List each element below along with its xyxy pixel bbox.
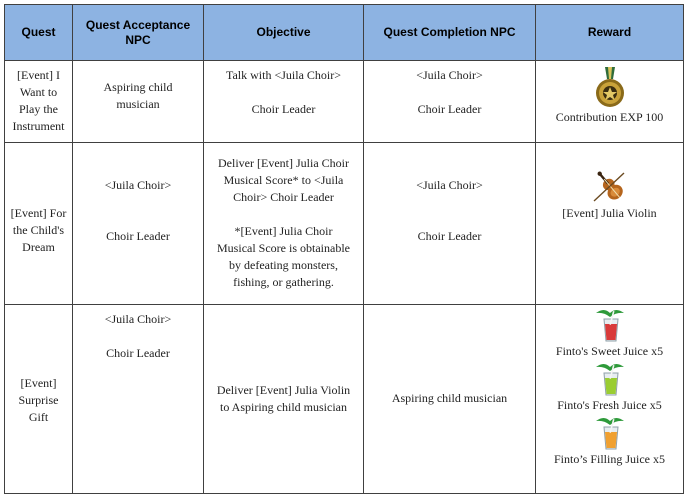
quest-table <box>4 4 684 494</box>
header-row <box>5 5 684 61</box>
table-row <box>5 143 684 304</box>
npc-line: Choir Leader <box>417 229 482 244</box>
npc-line: <Juila Choir> <box>416 68 483 83</box>
objective-line: Deliver [Event] Julia Violin <box>216 382 351 397</box>
npc-line: Choir Leader <box>106 345 170 360</box>
quest-name-line: Surprise <box>18 392 59 407</box>
objective-note-line: *[Event] Julia Choir <box>234 224 333 239</box>
completion-npc-cell <box>364 143 536 304</box>
quest-name-cell <box>5 304 73 493</box>
quest-name-line: [Event] <box>20 375 57 390</box>
quest-name-line: Instrument <box>12 119 65 134</box>
objective-line: Choir Leader <box>251 102 316 117</box>
objective-cell <box>204 304 364 493</box>
green-juice-icon <box>594 361 626 397</box>
objective-note-line: Musical Score is obtainable <box>217 241 350 256</box>
quest-name-line: Gift <box>28 409 49 424</box>
header-completion-npc: Quest Completion NPC <box>364 5 536 61</box>
npc-line: <Juila Choir> <box>104 311 172 326</box>
objective-line: Musical Score* to <Juila <box>223 173 344 188</box>
violin-icon <box>590 167 630 205</box>
npc-line: <Juila Choir> <box>416 178 483 193</box>
header-reward: Reward <box>536 5 684 61</box>
table-row <box>5 304 684 493</box>
reward-cell <box>536 143 684 304</box>
reward-label: Contribution EXP 100 <box>555 110 664 125</box>
reward-label: Finto's Fresh Juice x5 <box>557 397 662 412</box>
objective-note-line: fishing, or gathering. <box>233 275 334 290</box>
npc-line: Choir Leader <box>106 229 170 244</box>
orange-juice-icon <box>594 415 626 451</box>
quest-name-cell <box>5 143 73 304</box>
reward-item <box>536 359 683 413</box>
quest-name-line: Play the <box>19 102 58 117</box>
completion-npc-cell <box>364 61 536 143</box>
reward-cell <box>536 61 684 143</box>
npc-line: Aspiring child <box>103 80 173 95</box>
reward-item <box>536 305 683 359</box>
objective-cell <box>204 61 364 143</box>
header-acceptance-npc: Quest Acceptance NPC <box>73 5 204 61</box>
acceptance-npc-cell <box>73 304 204 493</box>
npc-line: musician <box>116 97 160 112</box>
completion-npc-cell <box>364 304 536 493</box>
quest-name-line: [Event] I <box>17 68 60 83</box>
npc-line: <Juila Choir> <box>104 178 172 193</box>
npc-line: Aspiring child musician <box>391 391 508 406</box>
reward-cell <box>536 304 684 493</box>
objective-note-line: by defeating monsters, <box>229 258 338 273</box>
reward-label: Finto’s Filling Juice x5 <box>553 451 665 466</box>
objective-line: Choir> Choir Leader <box>233 190 334 205</box>
objective-cell <box>204 143 364 304</box>
acceptance-npc-cell <box>73 143 204 304</box>
quest-name-line: Want to <box>19 85 58 100</box>
objective-line: Talk with <Juila Choir> <box>225 68 342 83</box>
acceptance-npc-cell <box>73 61 204 143</box>
quest-name-line: the Child's <box>12 223 65 238</box>
quest-name-line: Dream <box>22 240 55 255</box>
quest-name-cell <box>5 61 73 143</box>
objective-line: to Aspiring child musician <box>220 399 347 414</box>
table-row <box>5 61 684 143</box>
reward-item <box>536 413 683 467</box>
red-juice-icon <box>594 307 626 343</box>
reward-label: [Event] Julia Violin <box>562 206 657 221</box>
npc-line: Choir Leader <box>417 102 482 117</box>
reward-item <box>536 67 683 125</box>
objective-line: Deliver [Event] Julia Choir <box>218 156 349 171</box>
header-objective: Objective <box>204 5 364 61</box>
reward-label: Finto's Sweet Juice x5 <box>555 343 664 358</box>
header-quest: Quest <box>5 5 73 61</box>
quest-name-line: [Event] For <box>10 206 67 221</box>
medal-icon <box>595 67 625 109</box>
reward-item <box>536 167 683 221</box>
